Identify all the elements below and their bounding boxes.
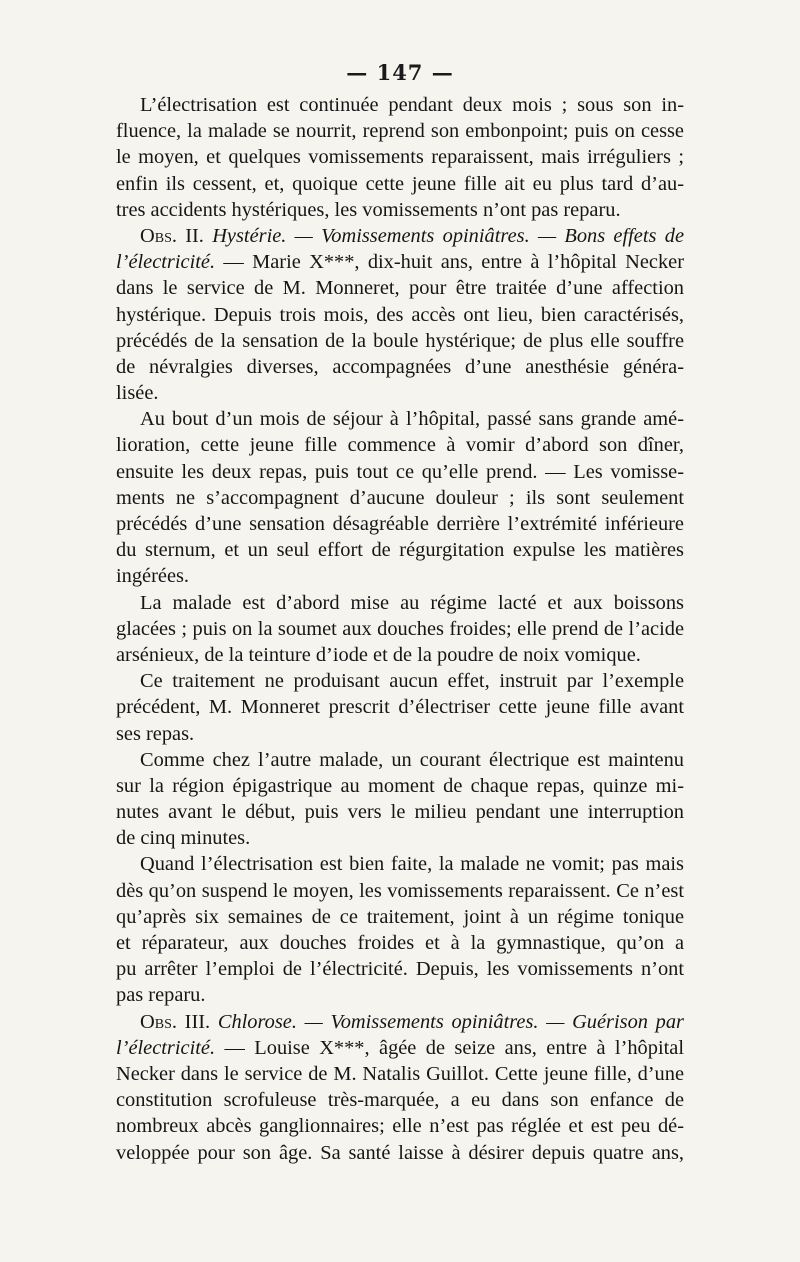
text-line: qu’après six semaines de ce traitement, joint à un régime tonique [116,905,684,928]
text-line: fluence, la malade se nourrit, reprend son embonpoint; puis on cesse [116,120,684,143]
text-line: nutes avant le début, puis vers le milieu pendant une interruption [116,801,684,824]
text-line: et réparateur, aux douches froides et à la gymnastique, qu’on a [116,932,684,954]
italic-heading: Hystérie. — Vomissements opiniâtres. — Bons effets de [212,224,684,247]
text-line: La malade est d’abord mise au régime lacté et aux boissons [140,591,684,614]
text-line: du sternum, et un seul effort de régurgitation expulse les matières [116,539,684,562]
text-line [116,223,684,249]
text-line [116,249,684,275]
text-line: précédés d’une sensation désagréable derrière l’extrémité inférieure [116,513,684,535]
text-line: Comme chez l’autre malade, un courant électrique est maintenu [140,748,684,771]
text-line: ments ne s’accompagnent d’aucune douleur ; ils sont seulement [116,486,684,509]
text-line: ses repas. [116,722,195,745]
text-line: Ce traitement ne produisant aucun effet, instruit par l’exemple [140,670,684,693]
text-line: lisée. [116,382,159,405]
text-line: veloppée pour son âge. Sa santé laisse à désirer depuis quatre ans, [116,1141,684,1164]
text-line: pu arrêter l’emploi de l’électricité. Depuis, les vomissements n’ont [116,958,684,981]
text-line: pas reparu. [116,984,206,1007]
text-line: le moyen, et quelques vomissements reparaissent, mais irréguliers ; [116,146,684,169]
text-line: lioration, cette jeune fille commence à vomir d’abord son dîner, [116,434,684,457]
text-line: glacées ; puis on la soumet aux douches froides; elle prend de l’acide [116,617,684,640]
text-line: de névralgies diverses, accompagnées d’une anesthésie généra- [116,355,684,378]
text-line: L’électrisation est continuée pendant deux mois ; sous son in- [140,94,684,116]
text-line [116,1009,684,1035]
italic-heading: Chlorose. — Vomissements opiniâtres. — Guérison par [217,1010,684,1033]
text-line: arsénieux, de la teinture d’iode et de la poudre de noix vomique. [116,643,641,666]
text-line: dans le service de M. Monneret, pour être traitée d’une affection [116,277,684,300]
observation-label: Obs. III. [140,1010,218,1033]
body-text [116,92,684,1166]
italic-heading: l’électricité. [116,1036,216,1059]
text-segment: — Louise X***, âgée de seize ans, entre à l’hôpital [215,1036,684,1059]
italic-heading: l’électricité. [116,251,216,274]
text-line: précédés de la sensation de la boule hystérique; de plus elle souffre [116,329,684,352]
page-number: — 147 — [346,60,454,85]
text-line: ensuite les deux repas, puis tout ce qu’elle prend. — Les vomisse- [116,460,684,483]
text-segment: — Marie X***, dix-huit ans, entre à l’hôpital Necker [215,251,684,274]
text-line: hystérique. Depuis trois mois, des accès ont lieu, bien caractérisés, [116,303,684,326]
text-line: ingérées. [116,565,190,588]
observation-label: Obs. II. [140,224,213,247]
text-line: précédent, M. Monneret prescrit d’électriser cette jeune fille avant [116,696,684,719]
text-line: tres accidents hystériques, les vomissements n’ont pas reparu. [116,198,621,221]
text-line: enfin ils cessent, et, quoique cette jeune fille ait eu plus tard d’au- [116,172,684,195]
text-line: nombreux abcès ganglionnaires; elle n’est pas réglée et est peu dé- [116,1115,684,1138]
text-line: Au bout d’un mois de séjour à l’hôpital, passé sans grande amé- [140,408,684,431]
text-line: Quand l’électrisation est bien faite, la malade ne vomit; pas mais [140,853,684,876]
text-line: Necker dans le service de M. Natalis Guillot. Cette jeune fille, d’une [116,1062,684,1085]
text-line: de cinq minutes. [116,827,251,850]
text-line: constitution scrofuleuse très-marquée, a eu dans son enfance de [116,1089,684,1112]
text-line [116,1035,684,1061]
text-line: sur la région épigastrique au moment de chaque repas, quinze mi- [116,774,684,797]
text-line: dès qu’on suspend le moyen, les vomissements reparaissent. Ce n’est [116,879,684,902]
